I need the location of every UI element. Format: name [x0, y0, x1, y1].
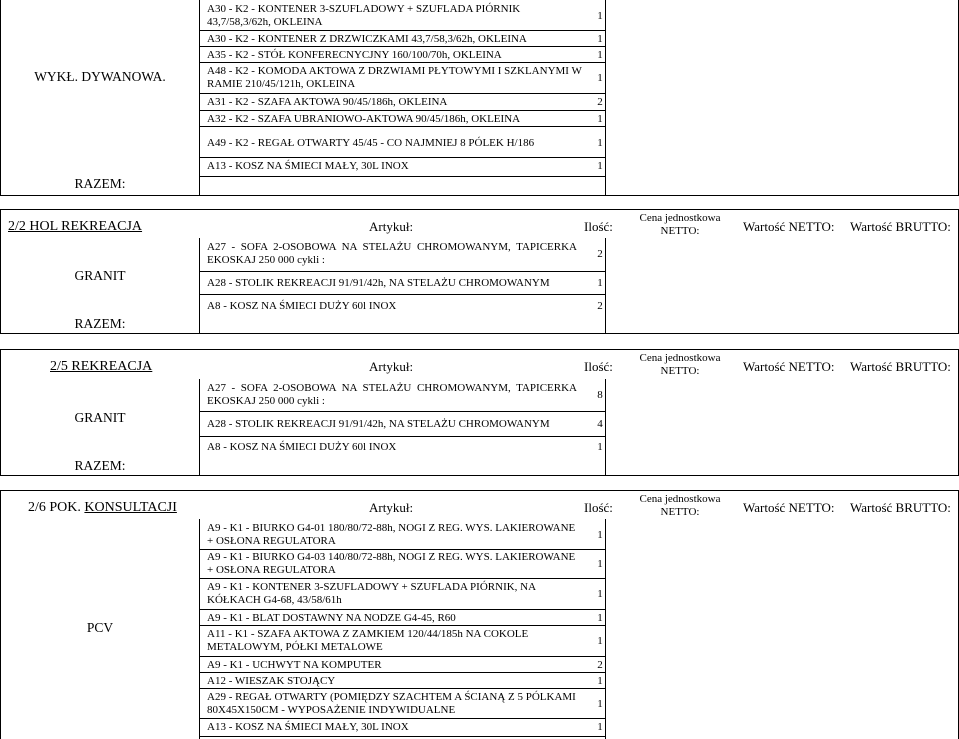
quantity: 1 — [597, 721, 603, 733]
material-label: GRANIT — [74, 268, 126, 283]
quantity: 1 — [597, 160, 603, 172]
quantity: 1 — [597, 588, 603, 600]
quantity: 4 — [597, 418, 603, 430]
list-item: A49 - K2 - REGAŁ OTWARTY 45/45 - CO NAJMNIEJ 8 PÓLEK H/186 — [207, 137, 535, 149]
section-title: 2/6 POK. KONSULTACJI — [28, 500, 177, 515]
quantity: 2 — [597, 248, 603, 260]
list-item: A9 - K1 - BLAT DOSTAWNY NA NODZE G4-45, R60 — [207, 612, 456, 624]
section-title: 2/2 HOL REKREACJA — [8, 219, 143, 234]
group-label: WYKŁ. DYWANOWA. — [34, 69, 166, 84]
quantity: 1 — [597, 698, 603, 710]
header-netto: Wartość NETTO: — [743, 500, 835, 515]
quantity: 1 — [597, 137, 603, 149]
section-title: 2/5 REKREACJA — [50, 359, 153, 374]
list-item: A13 - KOSZ NA ŚMIECI MAŁY, 30L INOX — [207, 721, 409, 733]
header-netto: Wartość NETTO: — [743, 359, 835, 374]
list-item: A27 - SOFA 2-OSOBOWA NA STELAŻU CHROMOWANYM, TAPICERKA EKOSKAJ 250 000 cykli : — [207, 241, 577, 266]
quantity: 1 — [597, 529, 603, 541]
quantity: 1 — [597, 635, 603, 647]
list-item: A9 - K1 - BIURKO G4-01 180/80/72-88h, NOGI Z REG. WYS. LAKIEROWANE + OSŁONA REGULATORA — [207, 522, 576, 547]
list-item: A30 - K2 - KONTENER 3-SZUFLADOWY + SZUFLADA PIÓRNIK 43,7/58,3/62h, OKLEINA — [207, 3, 521, 28]
list-item: A9 - K1 - UCHWYT NA KOMPUTER — [207, 659, 382, 671]
razem-label: RAZEM: — [74, 458, 126, 473]
list-item: A13 - KOSZ NA ŚMIECI MAŁY, 30L INOX — [207, 160, 409, 172]
header-brutto: Wartość BRUTTO: — [850, 359, 951, 374]
list-item: A27 - SOFA 2-OSOBOWA NA STELAŻU CHROMOWANYM, TAPICERKA EKOSKAJ 250 000 cykli : — [207, 382, 577, 407]
quantity: 1 — [597, 558, 603, 570]
header-artykul: Artykuł: — [369, 219, 414, 234]
list-item: A31 - K2 - SZAFA AKTOWA 90/45/186h, OKLEINA — [207, 96, 448, 108]
header-cena: Cena jednostkowa NETTO: — [639, 212, 721, 237]
material-label: PCV — [86, 620, 114, 635]
quantity: 2 — [597, 96, 603, 108]
header-ilosc: Ilość: — [584, 219, 613, 234]
razem-label: RAZEM: — [74, 316, 126, 331]
razem-label: RAZEM: — [74, 176, 126, 191]
header-ilosc: Ilość: — [584, 359, 613, 374]
list-item: A30 - K2 - KONTENER Z DRZWICZKAMI 43,7/58,3/62h, OKLEINA — [207, 33, 527, 45]
header-brutto: Wartość BRUTTO: — [850, 500, 951, 515]
material-label: GRANIT — [74, 410, 126, 425]
list-item: A28 - STOLIK REKREACJI 91/91/42h, NA STELAŻU CHROMOWANYM — [207, 418, 550, 430]
quantity: 2 — [597, 300, 603, 312]
list-item: A8 - KOSZ NA ŚMIECI DUŻY 60l INOX — [207, 300, 397, 312]
quantity: 1 — [597, 113, 603, 125]
header-artykul: Artykuł: — [369, 500, 414, 515]
header-cena: Cena jednostkowa NETTO: — [639, 352, 721, 377]
list-item: A28 - STOLIK REKREACJI 91/91/42h, NA STELAŻU CHROMOWANYM — [207, 277, 550, 289]
header-netto: Wartość NETTO: — [743, 219, 835, 234]
quantity: 8 — [597, 389, 603, 401]
quantity: 1 — [597, 49, 603, 61]
header-ilosc: Ilość: — [584, 500, 613, 515]
list-item: A9 - K1 - KONTENER 3-SZUFLADOWY + SZUFLADA PIÓRNIK, NA KÓŁKACH G4-68, 43/58/61h — [207, 581, 536, 606]
list-item: A9 - K1 - BIURKO G4-03 140/80/72-88h, NOGI Z REG. WYS. LAKIEROWANE + OSŁONA REGULATORA — [207, 551, 576, 576]
list-item: A29 - REGAŁ OTWARTY (POMIĘDZY SZACHTEM A ŚCIANĄ Z 5 PÓLKAMI 80X45X150CM - WYPOSAŻENIE INDYWIDUALNE — [207, 691, 576, 716]
list-item: A32 - K2 - SZAFA UBRANIOWO-AKTOWA 90/45/186h, OKLEINA — [207, 113, 521, 125]
quantity: 1 — [597, 277, 603, 289]
quantity: 1 — [597, 612, 603, 624]
quantity: 1 — [597, 33, 603, 45]
list-item: A12 - WIESZAK STOJĄCY — [207, 675, 336, 687]
quantity: 2 — [597, 659, 603, 671]
quantity: 1 — [597, 10, 603, 22]
header-artykul: Artykuł: — [369, 359, 414, 374]
quantity: 1 — [597, 441, 603, 453]
list-item: A35 - K2 - STÓŁ KONFERECNYCJNY 160/100/70h, OKLEINA — [207, 49, 502, 61]
list-item: A8 - KOSZ NA ŚMIECI DUŻY 60l INOX — [207, 441, 397, 453]
header-brutto: Wartość BRUTTO: — [850, 219, 951, 234]
list-item: A48 - K2 - KOMODA AKTOWA Z DRZWIAMI PŁYTOWYMI I SZKLANYMI W RAMIE 210/45/121h, OKLEINA — [207, 65, 582, 90]
header-cena: Cena jednostkowa NETTO: — [639, 493, 721, 518]
quantity: 1 — [597, 72, 603, 84]
list-item: A11 - K1 - SZAFA AKTOWA Z ZAMKIEM 120/44/185h NA COKOLE METALOWYM, PÓŁKI METALOWE — [207, 628, 529, 653]
quantity: 1 — [597, 675, 603, 687]
